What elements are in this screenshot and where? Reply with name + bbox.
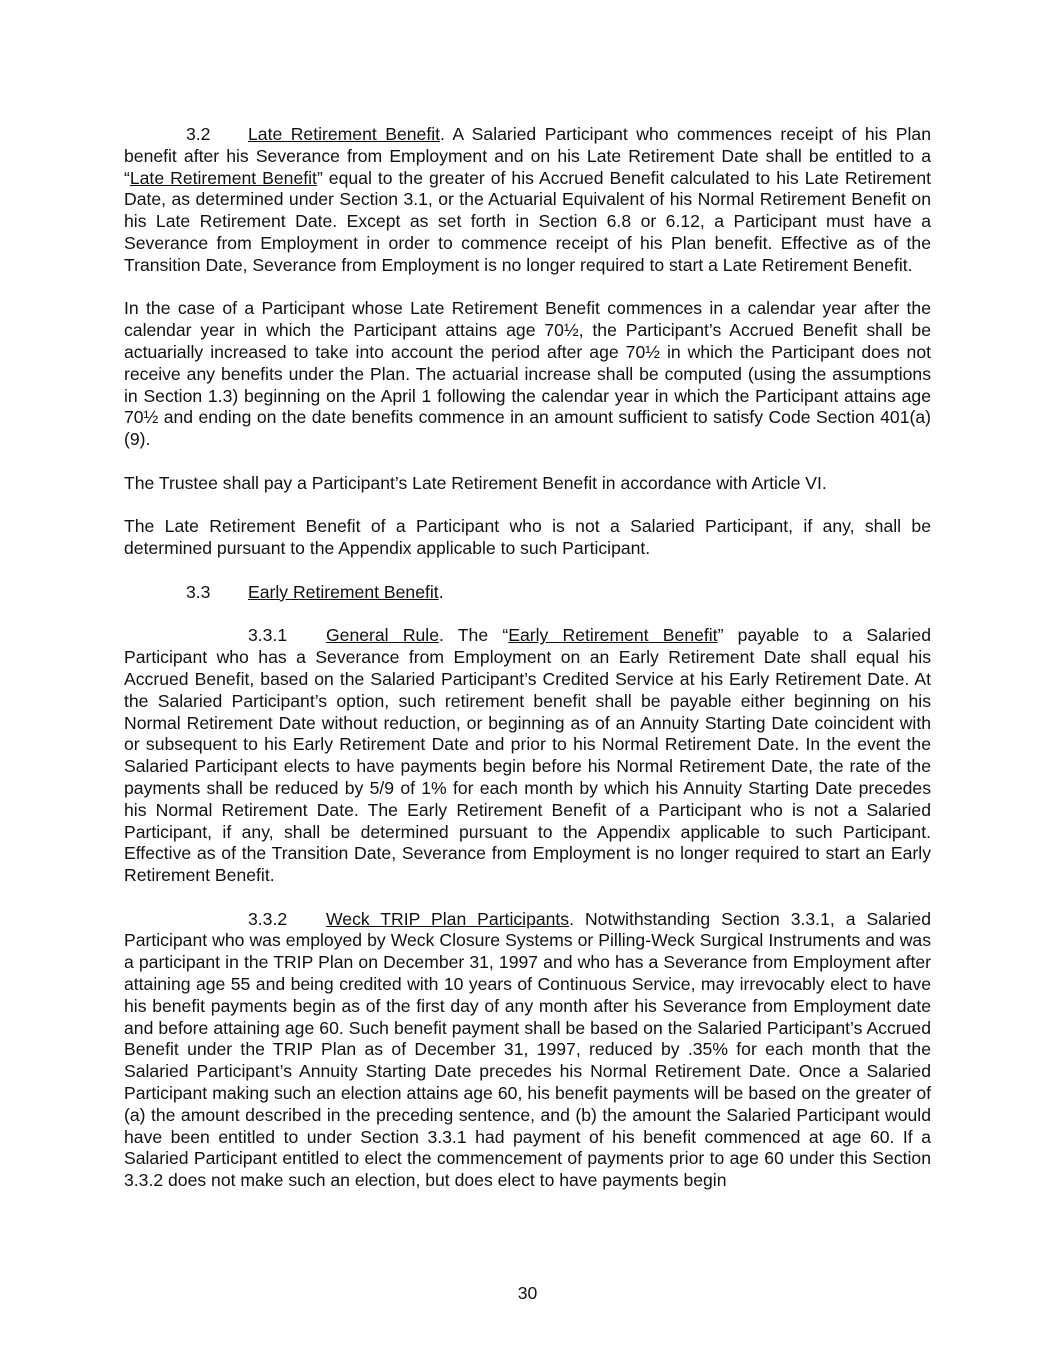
section-heading: Late Retirement Benefit [248,124,441,144]
section-3-3-2-paragraph [124,909,931,1192]
section-number: 3.2 [186,124,211,144]
page-number: 30 [517,1283,538,1303]
section-number: 3.3 [186,581,211,602]
section-3-3-heading [124,582,931,604]
section-number: 3.3.1 [248,625,288,646]
non-salaried-paragraph: The Late Retirement Benefit of a Participant who is not a Salaried Participant, if any, shall be determined pursuant to the Appendix applicable to such Participant. [124,516,931,559]
trustee-paragraph: The Trustee shall pay a Participant’s Late Retirement Benefit in accordance with Article VI. [124,472,827,493]
paragraph-text: ” equal to the greater of his Accrued Benefit calculated to his Late Retirement Date, as determined under Section 3.1, or the Actuarial Equivalent of his Normal Retirement Benefit on his Late Retirement Date. Except as set forth in Section 6.8 or 6.12, a Participant must have a Severance from Employment in order to commence receipt of his Plan benefit. Effective as of the Transition Date, Severance from Employment is no longer required to start a Late Retirement Benefit. [124,167,931,275]
section-number: 3.3.2 [248,908,288,929]
section-3-3-1-paragraph [124,625,931,887]
defined-term: Late Retirement Benefit [129,167,317,188]
paragraph-text: . A Salaried Participant who commences receipt of his Plan benefit after his Severance from Employment and on his Late Retirement Date shall be entitled to a “ [124,124,931,188]
heading-period: . [438,581,444,602]
document-page [124,124,931,1214]
paragraph-text: ” payable to a Salaried Participant who has a Severance from Employment on an Early Retirement Date shall equal his Accrued Benefit, based on the Salaried Participant’s Credited Service at his Early Retirement Date. At the Salaried Participant’s option, such retirement benefit shall be payable either beginning on his Normal Retirement Date without reduction, or beginning as of an Annuity Starting Date coincident with or subsequent to his Early Retirement Date and prior to his Normal Retirement Date. In the event the Salaried Participant elects to have payments begin before his Normal Retirement Date, the rate of the payments shall be reduced by 5/9 of 1% for each month by which his Annuity Starting Date precedes his Normal Retirement Date. The Early Retirement Benefit of a Participant who is not a Salaried Participant, if any, shall be determined pursuant to the Appendix applicable to such Participant. Effective as of the Transition Date, Severance from Employment is no longer required to start an Early Retirement Benefit. [124,625,931,886]
section-3-2-paragraph [124,124,931,277]
age-70-half-paragraph: In the case of a Participant whose Late Retirement Benefit commences in a calendar year after the calendar year in which the Participant attains age 70½, the Participant’s Accrued Benefit shall be actuarially increased to take into account the period after age 70½ in which the Participant does not receive any benefits under the Plan. The actuarial increase shall be computed (using the assumptions in Section 1.3) beginning on the April 1 following the calendar year in which the Participant attains age 70½ and ending on the date benefits commence in an amount sufficient to satisfy Code Section 401(a)(9). [124,298,931,450]
defined-term: Early Retirement Benefit [508,625,718,646]
section-heading: General Rule [326,625,440,646]
section-heading: Early Retirement Benefit [248,581,439,602]
paragraph-text: . The “ [439,625,509,646]
paragraph-text: . Notwithstanding Section 3.3.1, a Salaried Participant who was employed by Weck Closure Systems or Pilling-Weck Surgical Instruments and was a participant in the TRIP Plan on December 31, 1997 and who has a Severance from Employment after attaining age 55 and being credited with 10 years of Continuous Service, may irrevocably elect to have his benefit payments begin as of the first day of any month after his Severance from Employment date and before attaining age 60. Such benefit payment shall be based on the Salaried Participant’s Accrued Benefit under the TRIP Plan as of December 31, 1997, reduced by .35% for each month that the Salaried Participant’s Annuity Starting Date precedes his Normal Retirement Date. Once a Salaried Participant making such an election attains age 60, his benefit payments will be based on the greater of (a) the amount described in the preceding sentence, and (b) the amount the Salaried Participant would have been entitled to under Section 3.3.1 had payment of his benefit commenced at age 60. If a Salaried Participant entitled to elect the commencement of payments prior to age 60 under this Section 3.3.2 does not make such an election, but does elect to have payments begin [124,908,931,1191]
section-heading: Weck TRIP Plan Participants [326,908,570,929]
